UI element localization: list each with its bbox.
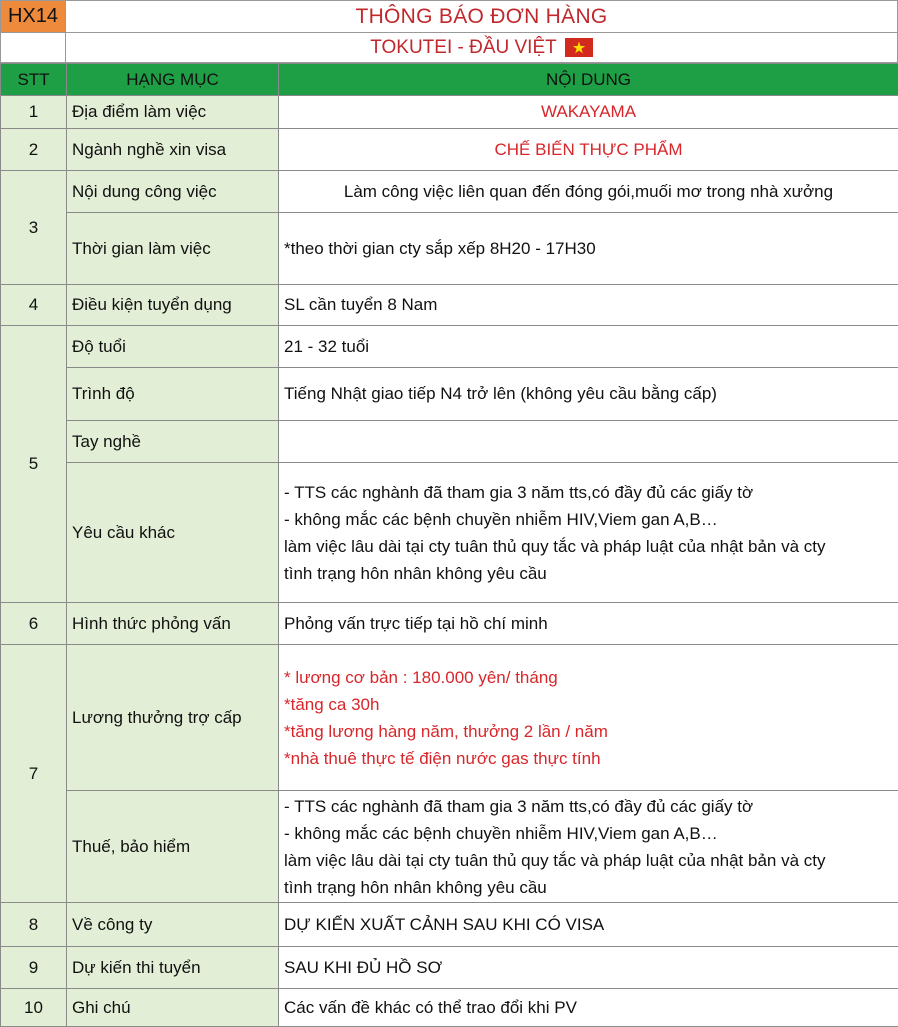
row-label: Thời gian làm việc <box>67 213 279 285</box>
text-line: *tăng ca 30h <box>284 691 893 718</box>
row-number: 1 <box>1 96 67 129</box>
row-number: 4 <box>1 285 67 326</box>
row-value: Làm công việc liên quan đến đóng gói,muối mơ trong nhà xưởng <box>279 171 898 213</box>
text-line: tình trạng hôn nhân không yêu cầu <box>284 874 893 901</box>
row-label: Trình độ <box>67 368 279 421</box>
text-line: làm việc lâu dài tại cty tuân thủ quy tắc và pháp luật của nhật bản và cty <box>284 533 893 560</box>
table-row <box>1 947 898 989</box>
row-value: CHẾ BIẾN THỰC PHẨM <box>279 129 898 171</box>
row-label: Điều kiện tuyển dụng <box>67 285 279 326</box>
row-label: Tay nghề <box>67 421 279 463</box>
title-row <box>0 0 898 33</box>
row-label: Lương thưởng trợ cấp <box>67 645 279 791</box>
row-number: 7 <box>1 645 67 903</box>
table-header-row <box>1 64 898 96</box>
table-row <box>1 326 898 368</box>
row-label: Dự kiến thi tuyển <box>67 947 279 989</box>
row-number: 2 <box>1 129 67 171</box>
row-label: Địa điểm làm việc <box>67 96 279 129</box>
table-row <box>1 421 898 463</box>
header-category: HẠNG MỤC <box>67 64 279 96</box>
row-value: WAKAYAMA <box>279 96 898 129</box>
text-line: *nhà thuê thực tế điện nước gas thực tính <box>284 745 893 772</box>
row-label: Hình thức phỏng vấn <box>67 603 279 645</box>
text-line: *tăng lương hàng năm, thưởng 2 lần / năm <box>284 718 893 745</box>
table-row <box>1 129 898 171</box>
row-number: 6 <box>1 603 67 645</box>
subtitle-left-cell <box>0 33 66 63</box>
row-value <box>279 463 898 603</box>
row-value: Tiếng Nhật giao tiếp N4 trở lên (không yêu cầu bằng cấp) <box>279 368 898 421</box>
text-line: - TTS các nghành đã tham gia 3 năm tts,có đầy đủ các giấy tờ <box>284 793 893 820</box>
row-number: 8 <box>1 903 67 947</box>
row-value: 21 - 32 tuổi <box>279 326 898 368</box>
table-row <box>1 285 898 326</box>
text-line: làm việc lâu dài tại cty tuân thủ quy tắc và pháp luật của nhật bản và cty <box>284 847 893 874</box>
text-line: * lương cơ bản : 180.000 yên/ tháng <box>284 664 893 691</box>
row-label: Ghi chú <box>67 989 279 1027</box>
row-value <box>279 645 898 791</box>
row-label: Nội dung công việc <box>67 171 279 213</box>
row-value: Các vấn đề khác có thể trao đổi khi PV <box>279 989 898 1027</box>
page-subtitle: TOKUTEI - ĐẦU VIỆT <box>370 37 557 59</box>
text-line: - không mắc các bệnh chuyền nhiễm HIV,Viem gan A,B… <box>284 506 893 533</box>
subtitle-cell <box>66 33 898 63</box>
table-row <box>1 603 898 645</box>
order-code: HX14 <box>0 0 66 33</box>
table-row <box>1 368 898 421</box>
row-value: Phỏng vấn trực tiếp tại hồ chí minh <box>279 603 898 645</box>
table-row <box>1 645 898 791</box>
table-row <box>1 989 898 1027</box>
row-value <box>279 791 898 903</box>
table-row <box>1 903 898 947</box>
table-row <box>1 213 898 285</box>
table-row <box>1 791 898 903</box>
header-stt: STT <box>1 64 67 96</box>
row-label: Ngành nghề xin visa <box>67 129 279 171</box>
table-row <box>1 463 898 603</box>
row-value: *theo thời gian cty sắp xếp 8H20 - 17H30 <box>279 213 898 285</box>
row-label: Về công ty <box>67 903 279 947</box>
text-line: - không mắc các bệnh chuyền nhiễm HIV,Viem gan A,B… <box>284 820 893 847</box>
row-number: 10 <box>1 989 67 1027</box>
row-label: Độ tuổi <box>67 326 279 368</box>
row-value: DỰ KIẾN XUẤT CẢNH SAU KHI CÓ VISA <box>279 903 898 947</box>
row-label: Thuế, bảo hiểm <box>67 791 279 903</box>
row-value: SL cần tuyển 8 Nam <box>279 285 898 326</box>
header-content: NỘI DUNG <box>279 64 898 96</box>
text-line: tình trạng hôn nhân không yêu cầu <box>284 560 893 587</box>
vietnam-flag-icon <box>565 38 593 57</box>
page-title: THÔNG BÁO ĐƠN HÀNG <box>66 0 898 33</box>
row-number: 3 <box>1 171 67 285</box>
row-value <box>279 421 898 463</box>
row-value: SAU KHI ĐỦ HỒ SƠ <box>279 947 898 989</box>
row-number: 5 <box>1 326 67 603</box>
text-line: - TTS các nghành đã tham gia 3 năm tts,có đầy đủ các giấy tờ <box>284 479 893 506</box>
row-number: 9 <box>1 947 67 989</box>
order-table <box>0 63 898 1027</box>
row-label: Yêu cầu khác <box>67 463 279 603</box>
table-row <box>1 171 898 213</box>
table-row <box>1 96 898 129</box>
